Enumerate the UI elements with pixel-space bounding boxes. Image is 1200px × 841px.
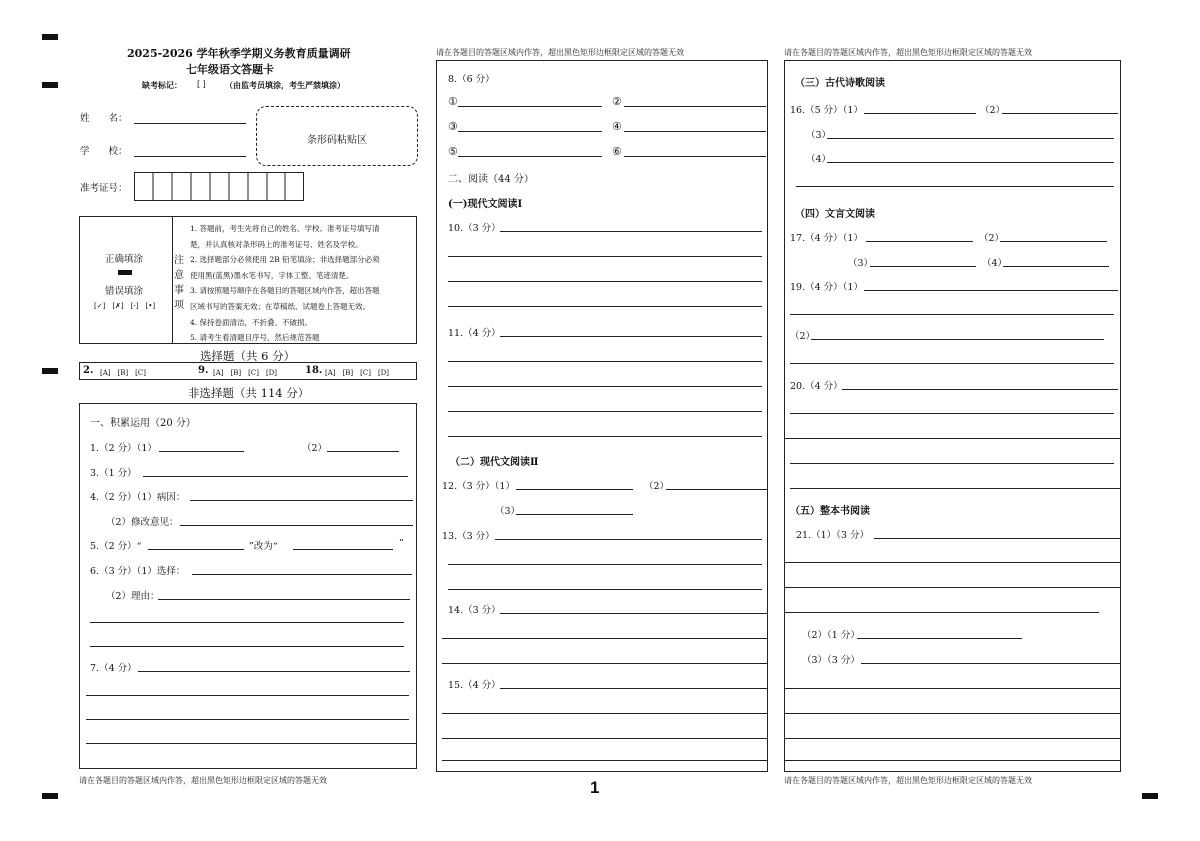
school-field[interactable] (134, 156, 246, 157)
q17-2-answer[interactable] (1000, 241, 1107, 242)
q14-answer-line[interactable] (442, 663, 767, 664)
q10-label: 10.（3 分） (448, 223, 501, 234)
sheet-subtitle: 七年级语文答题卡 (186, 63, 274, 76)
q19-label: 19.（4 分）（1） (790, 282, 863, 293)
q7-answer-line[interactable] (86, 695, 409, 696)
q15-answer[interactable] (500, 688, 767, 689)
q14-answer-line[interactable] (442, 638, 767, 639)
q8-5-answer[interactable] (458, 156, 602, 157)
q21-answer-line[interactable] (784, 688, 1121, 689)
q12-2-answer[interactable] (666, 489, 768, 490)
timing-mark (42, 793, 58, 799)
q1-label: 1.（2 分）（1） (90, 443, 157, 454)
q4-label: 4.（2 分）（1）病因： (90, 492, 186, 503)
mc-q9-options[interactable]: [A] [B] [C] [D] (213, 369, 278, 377)
q16-2-label: （2） (980, 105, 1006, 116)
q16-1-answer[interactable] (864, 113, 976, 114)
q8-4-answer[interactable] (624, 131, 766, 132)
q19-answer-line[interactable] (790, 314, 1114, 315)
mc-q2-options[interactable]: [A] [B] [C] (100, 369, 146, 377)
q1-1-answer[interactable] (159, 451, 244, 452)
q5-change-label: ”改为“ (249, 541, 278, 552)
q13-answer-line[interactable] (448, 589, 762, 590)
q13-label: 13.（3 分） (442, 531, 495, 542)
q21-3-label: （3）（3 分） (802, 655, 860, 666)
q10-answer-line[interactable] (448, 306, 762, 307)
answer-box-col1 (79, 403, 417, 769)
bottom-warning-col1: 请在各题目的答题区域内作答，超出黑色矩形边框限定区域的答题无效 (79, 776, 327, 785)
mc-q18-options[interactable]: [A] [B] [C] [D] (325, 369, 390, 377)
q20-label: 20.（4 分） (790, 381, 843, 392)
q6-1-answer[interactable] (192, 574, 412, 575)
timing-mark (42, 34, 58, 40)
q5-original-answer[interactable] (148, 549, 244, 550)
q10-answer-line[interactable] (448, 256, 762, 257)
q11-answer-line[interactable] (448, 361, 762, 362)
q21-2-answer[interactable] (857, 638, 1022, 639)
q8-3-answer[interactable] (458, 131, 602, 132)
q11-answer-line[interactable] (448, 386, 762, 387)
q6-answer-line[interactable] (90, 646, 404, 647)
q21-answer-line[interactable] (784, 713, 1121, 714)
q17-label: 17.（4 分）（1） (790, 233, 863, 244)
wrong-fill-samples: [✓] [✗] [-] [•] (94, 302, 156, 310)
q6-label: 6.（3 分）（1）选择： (90, 566, 186, 577)
mc-q2-no: 2. (83, 365, 94, 376)
q6-answer-line[interactable] (90, 622, 404, 623)
q8-circle-6: ⑥ (612, 145, 622, 158)
timing-mark (42, 82, 58, 88)
q3-answer[interactable] (143, 476, 408, 477)
q21-answer-line[interactable] (784, 760, 1121, 761)
barcode-label: 条形码粘贴区 (307, 135, 367, 146)
top-warning-col2: 请在各题目的答题区域内作答，超出黑色矩形边框限定区域的答题无效 (436, 48, 684, 57)
q10-answer-line[interactable] (448, 281, 762, 282)
q6-2-label: （2）理由： (106, 591, 160, 602)
q16-2-answer[interactable] (1002, 113, 1118, 114)
q1-2-label: （2） (302, 443, 328, 454)
q15-answer-line[interactable] (442, 738, 767, 739)
reading-5-heading: （五）整本书阅读 (790, 506, 870, 517)
q17-3-answer[interactable] (870, 266, 976, 267)
q19-2-answer[interactable] (811, 339, 1104, 340)
q5-revised-answer[interactable] (293, 549, 393, 550)
wrong-fill-label: 错误填涂 (105, 286, 144, 297)
correct-fill-label: 正确填涂 (105, 254, 144, 265)
q10-answer[interactable] (500, 231, 762, 232)
name-label: 姓 名： (80, 113, 128, 124)
answer-box-col2 (436, 60, 768, 772)
q8-2-answer[interactable] (624, 106, 766, 107)
q5-label: 5.（2 分）“ (90, 541, 142, 552)
q11-label: 11.（4 分） (448, 328, 501, 339)
section-1-heading: 一、积累运用（20 分） (90, 418, 196, 429)
q8-1-answer[interactable] (458, 106, 602, 107)
q7-label: 7.（4 分） (90, 663, 137, 674)
q21-2-label: （2）（1 分） (802, 630, 860, 641)
q6-2-answer[interactable] (158, 599, 410, 600)
q11-answer-line[interactable] (448, 411, 762, 412)
absent-note: （由监考员填涂，考生严禁填涂） (225, 80, 345, 90)
q19-1-answer[interactable] (864, 290, 1118, 291)
name-field[interactable] (134, 123, 246, 124)
q16-3-answer[interactable] (827, 138, 1114, 139)
barcode-area (256, 106, 418, 166)
q21-answer-line[interactable] (784, 738, 1121, 739)
mc-box (79, 362, 417, 380)
q15-answer-line[interactable] (442, 760, 767, 761)
q16-3-label: （3） (806, 130, 832, 141)
q17-2-label: （2） (979, 233, 1005, 244)
q16-label: 16.（5 分）（1） (790, 105, 863, 116)
q20-answer-line[interactable] (784, 438, 1121, 439)
q5-quote-close: ” (399, 538, 404, 549)
mc-q18-no: 18. (305, 365, 323, 376)
q20-answer-line[interactable] (790, 413, 1114, 414)
q20-answer-line[interactable] (790, 463, 1114, 464)
q8-6-answer[interactable] (624, 156, 766, 157)
q7-answer-line[interactable] (86, 743, 416, 744)
q15-answer-line[interactable] (442, 713, 767, 714)
q13-answer[interactable] (495, 539, 762, 540)
reading-4-heading: （四）文言文阅读 (795, 209, 875, 220)
q19-answer-line[interactable] (790, 363, 1114, 364)
q13-answer-line[interactable] (448, 564, 762, 565)
exam-no-grid[interactable] (134, 172, 304, 205)
q8-circle-5: ⑤ (448, 145, 458, 158)
q17-4-answer[interactable] (1003, 266, 1109, 267)
q21-1-answer[interactable] (874, 538, 1121, 539)
q8-circle-3: ③ (448, 120, 458, 133)
mc-title: 选择题（共 6 分） (200, 349, 296, 363)
q20-answer[interactable] (842, 389, 1118, 390)
q8-circle-4: ④ (612, 120, 622, 133)
q7-answer-line[interactable] (86, 719, 409, 720)
q17-3-label: （3） (848, 258, 874, 269)
reading-1-heading: (一)现代文阅读Ⅰ (448, 199, 523, 210)
q20-answer-line[interactable] (790, 488, 1121, 489)
q16-4-label: （4） (806, 154, 832, 165)
q16-4-answer[interactable] (827, 162, 1114, 163)
q16-answer-line[interactable] (796, 186, 1114, 187)
q4-1-answer[interactable] (190, 500, 413, 501)
q14-answer[interactable] (500, 613, 767, 614)
q12-label: 12.（3 分）（1） (442, 481, 515, 492)
q21-answer-line[interactable] (784, 587, 1121, 588)
q12-1-answer[interactable] (516, 489, 633, 490)
q4-2-label: （2）修改意见： (106, 517, 179, 528)
q21-3-answer[interactable] (861, 663, 1121, 664)
nonmc-title: 非选择题（共 114 分） (188, 386, 310, 400)
instructions-box (79, 216, 417, 344)
timing-mark (1142, 793, 1158, 799)
mc-q9-no: 9. (198, 365, 209, 376)
reading-2-heading: （二）现代文阅读Ⅱ (450, 457, 539, 468)
q8-circle-2: ② (612, 95, 622, 108)
top-warning-col3: 请在各题目的答题区域内作答，超出黑色矩形边框限定区域的答题无效 (784, 48, 1032, 57)
q7-answer[interactable] (138, 671, 410, 672)
notes-title: 注 意 事 项 (174, 255, 184, 311)
exam-no-label: 准考证号： (80, 183, 128, 194)
page-number: 1 (590, 778, 600, 797)
q14-label: 14.（3 分） (448, 605, 501, 616)
q12-2-label: （2） (644, 481, 670, 492)
q4-2-answer[interactable] (180, 525, 413, 526)
q8-circle-1: ① (448, 95, 458, 108)
q21-label: 21.（1）（3 分） (796, 530, 869, 541)
q1-2-answer[interactable] (327, 451, 399, 452)
notes-list: 1. 答题前，考生先将自己的姓名、学校、准考证号填写清 楚，并认真核对条形码上的准考证号、姓名及学校。 2. 选择题部分必须使用 2B 铅笔填涂；非选择题部分必须 使用黑(蓝黑)墨水笔书写，字体工整、笔迹清楚。 3. 请按照题号顺序在各题目的答题区域内作答，超出答题 区域书写的答案无效；在草稿纸、试题卷上答题无效。 4. 保持卷面清洁，不折叠、不破损。 5. 请考生看清题目序号，然后规范答题 (190, 224, 380, 343)
q17-4-label: （4） (982, 258, 1008, 269)
absent-label: 缺考标记： (142, 80, 182, 90)
q3-label: 3.（1 分） (90, 468, 137, 479)
section-2-heading: 二、阅读（44 分） (448, 174, 534, 185)
q12-3-label: （3） (495, 506, 521, 517)
q17-1-answer[interactable] (866, 241, 973, 242)
q12-3-answer[interactable] (516, 514, 633, 515)
school-label: 学 校： (80, 146, 128, 157)
reading-3-heading: （三）古代诗歌阅读 (795, 78, 885, 89)
bottom-warning-col3: 请在各题目的答题区域内作答，超出黑色矩形边框限定区域的答题无效 (784, 776, 1032, 785)
timing-mark (42, 368, 58, 374)
correct-fill-sample (118, 270, 132, 275)
q15-label: 15.（4 分） (448, 680, 501, 691)
q21-answer-line[interactable] (784, 612, 1099, 613)
sheet-title: 2025-2026 学年秋季学期义务教育质量调研 (127, 47, 351, 60)
q11-answer[interactable] (500, 336, 762, 337)
q8-label: 8.（6 分） (448, 74, 495, 85)
q11-answer-line[interactable] (448, 436, 762, 437)
q19-2-label: （2） (790, 331, 816, 342)
absent-box[interactable]: [ ] (197, 80, 206, 89)
q21-answer-line[interactable] (784, 562, 1121, 563)
